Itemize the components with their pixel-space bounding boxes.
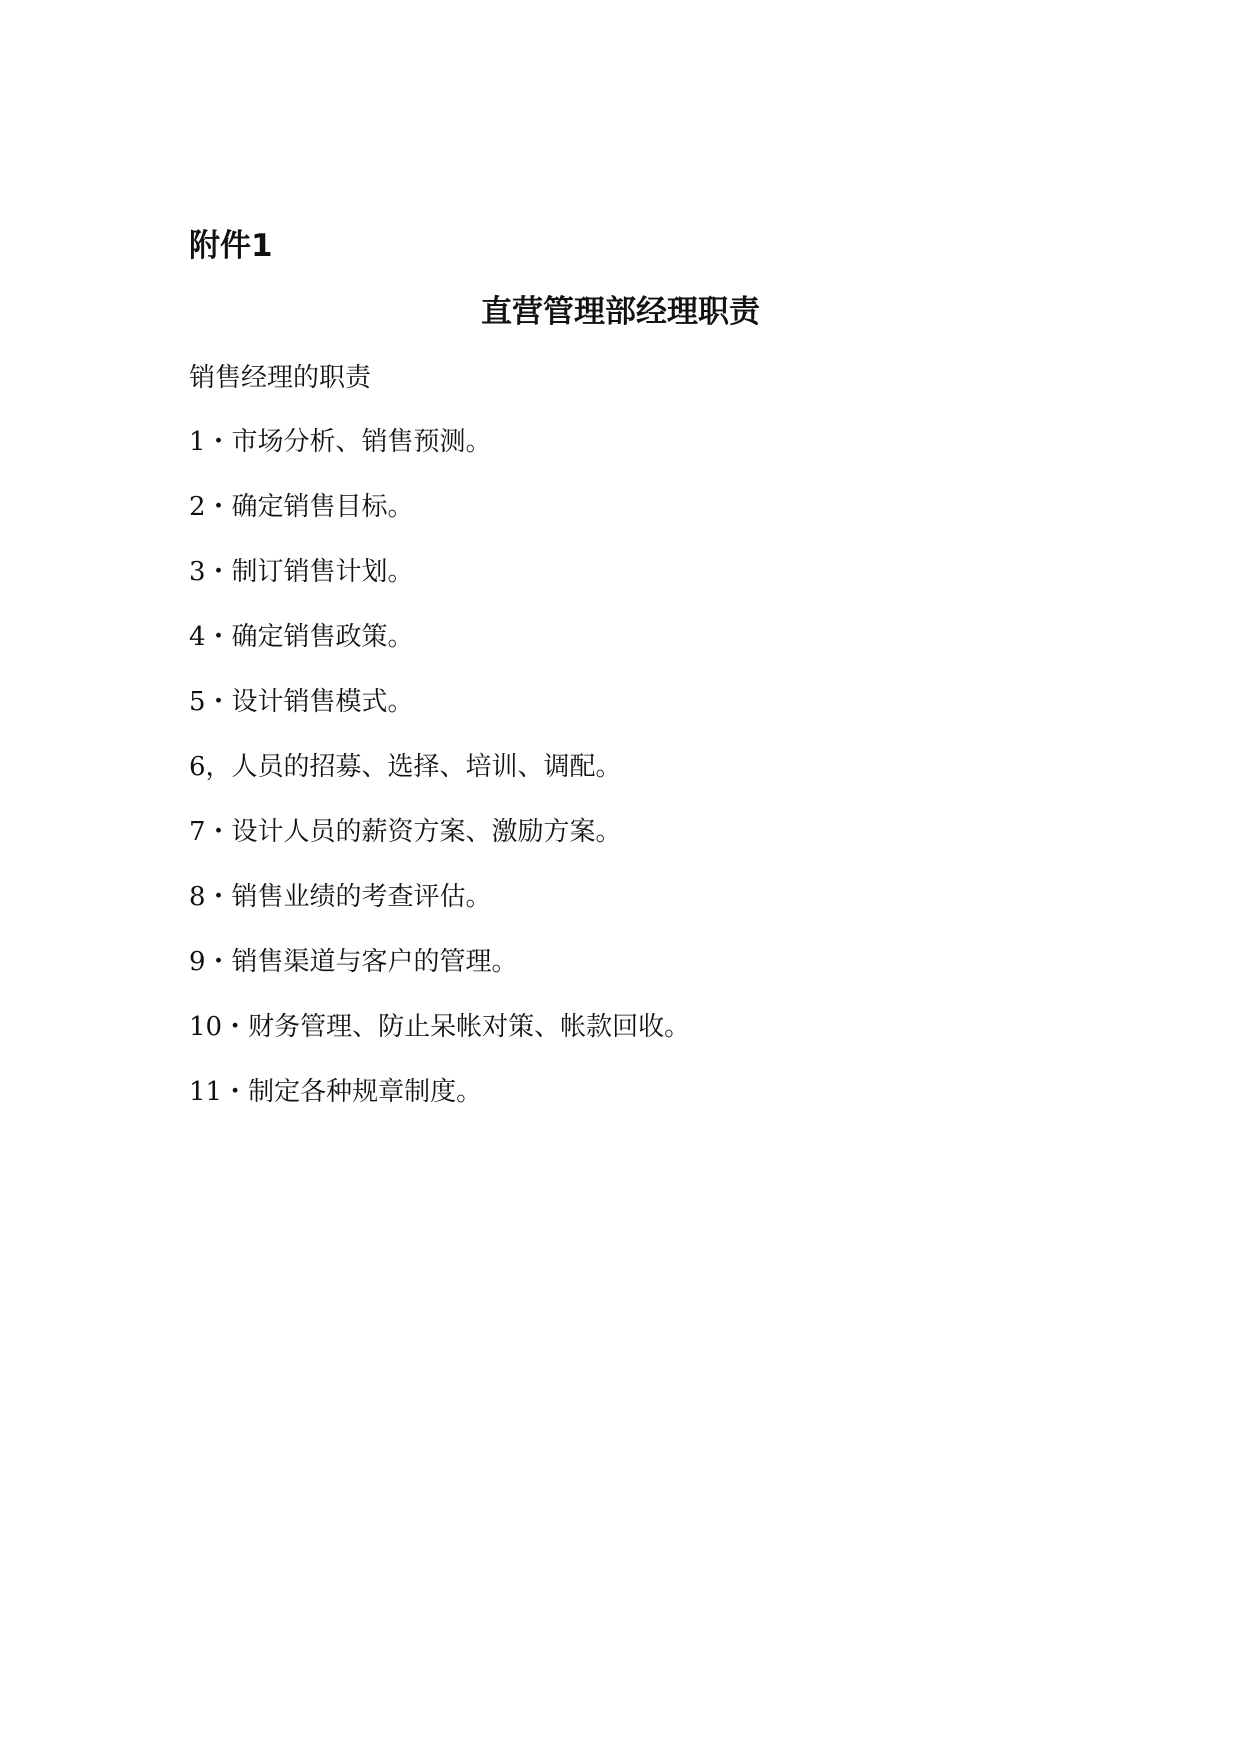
section-heading: 销售经理的职责 [189, 363, 372, 393]
duty-item: 5・设计销售模式。 [189, 687, 414, 717]
attachment-label: 附件1 [189, 228, 273, 264]
duty-item: 11・制定各种规章制度。 [189, 1077, 483, 1107]
duty-item: 10・财务管理、防止呆帐对策、帐款回收。 [189, 1012, 691, 1042]
document-title: 直营管理部经理职责 [481, 294, 760, 330]
document-title-wrapper [0, 292, 1241, 332]
duty-item: 8・销售业绩的考查评估。 [189, 882, 492, 912]
duty-item: 7・设计人员的薪资方案、激励方案。 [189, 817, 622, 847]
duty-item: 2・确定销售目标。 [189, 492, 414, 522]
duty-item: 9・销售渠道与客户的管理。 [189, 947, 518, 977]
duty-item: 1・市场分析、销售预测。 [189, 427, 492, 457]
duty-item: 6，人员的招募、选择、培训、调配。 [189, 752, 622, 782]
duty-item: 4・确定销售政策。 [189, 622, 414, 652]
duty-list [189, 424, 690, 1139]
duty-item: 3・制订销售计划。 [189, 557, 414, 587]
